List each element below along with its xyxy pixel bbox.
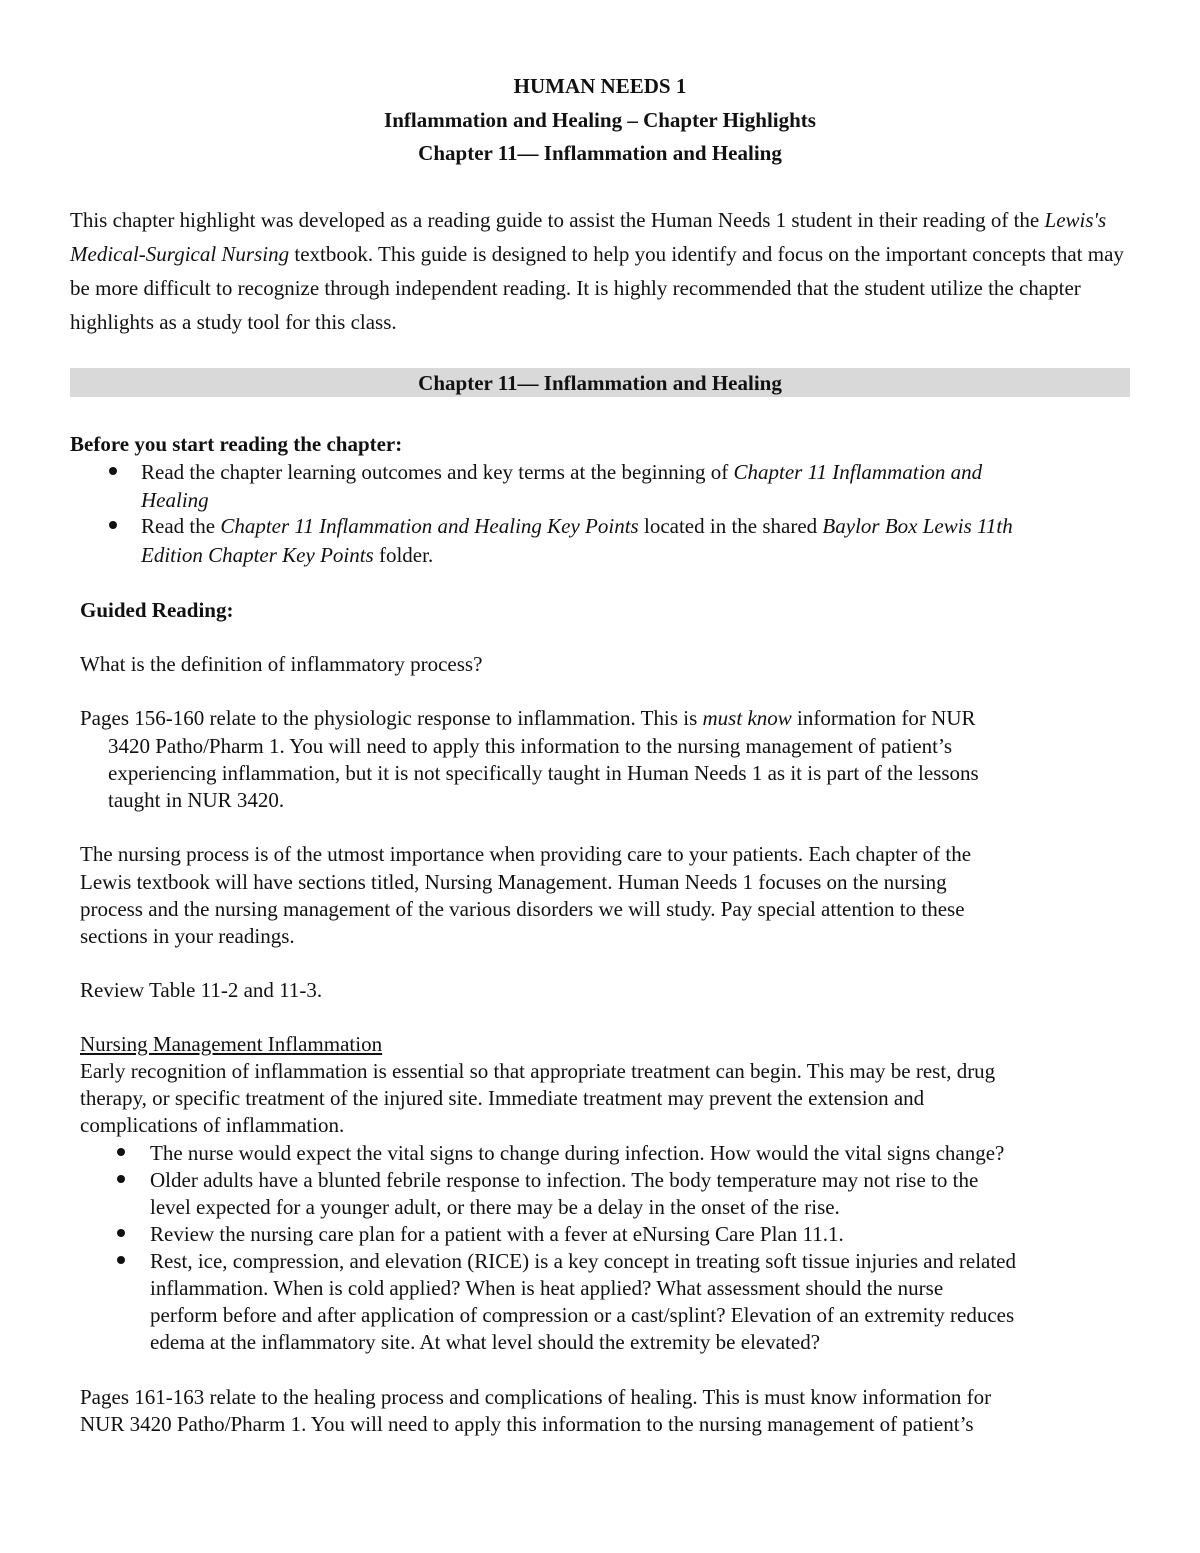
management-line-2: therapy, or specific treatment of the injured site. Immediate treatment may prevent the extension and	[80, 1086, 925, 1110]
before-reading-heading: Before you start reading the chapter:	[70, 432, 403, 456]
nursing-process-line-2: Lewis textbook will have sections titled, Nursing Management. Human Needs 1 focuses on the nursing	[80, 870, 947, 894]
bullet-icon	[109, 467, 117, 475]
bullet-icon	[117, 1229, 125, 1237]
bullet-icon	[109, 521, 117, 529]
definition-question: What is the definition of inflammatory process?	[80, 652, 483, 676]
bullet-icon	[117, 1148, 125, 1156]
nursing-process-line-1: The nursing process is of the utmost importance when providing care to your patients. Each chapter of the	[80, 842, 972, 866]
management-bullet-4-line-2: inflammation. When is cold applied? When is heat applied? What assessment should the nurse	[150, 1276, 944, 1300]
management-bullet-2-line-1: Older adults have a blunted febrile response to infection. The body temperature may not rise to the	[150, 1168, 979, 1192]
bullet-icon	[117, 1175, 125, 1183]
before-item-1-line-1: Read the chapter learning outcomes and key terms at the beginning of Chapter 11 Inflammation and	[141, 460, 983, 484]
review-tables: Review Table 11-2 and 11-3.	[80, 978, 323, 1002]
intro-paragraph: This chapter highlight was developed as a reading guide to assist the Human Needs 1 student in their reading of the Lewis's Medical-Surgical Nursing textbook. This guide is designed to help you identify and focus on the important concepts that may be more difficult to recognize through independent reading. It is highly recommended that the student utilize the chapter highlights as a study tool for this class.	[70, 208, 1124, 334]
section-header-bar: Chapter 11— Inflammation and Healing	[70, 368, 1130, 397]
management-line-1: Early recognition of inflammation is essential so that appropriate treatment can begin. This may be rest, drug	[80, 1059, 996, 1083]
pages-156-160-line-1: Pages 156-160 relate to the physiologic response to inflammation. This is must know information for NUR	[80, 706, 976, 730]
chapter-heading: Chapter 11— Inflammation and Healing	[418, 141, 782, 165]
management-bullet-4-line-4: edema at the inflammatory site. At what level should the extremity be elevated?	[150, 1330, 821, 1354]
pages-156-160-line-3: experiencing inflammation, but it is not specifically taught in Human Needs 1 as it is part of the lessons	[108, 761, 979, 785]
management-bullet-4-line-3: perform before and after application of compression or a cast/splint? Elevation of an extremity reduces	[150, 1303, 1015, 1327]
before-item-2-line-1: Read the Chapter 11 Inflammation and Healing Key Points located in the shared Baylor Box Lewis 11th	[141, 514, 1013, 538]
management-bullet-1: The nurse would expect the vital signs to change during infection. How would the vital signs change?	[150, 1141, 1005, 1165]
document-subtitle: Inflammation and Healing – Chapter Highlights	[384, 108, 816, 132]
management-bullet-3: Review the nursing care plan for a patient with a fever at eNursing Care Plan 11.1.	[150, 1222, 844, 1246]
pages-156-160-line-4: taught in NUR 3420.	[108, 788, 285, 812]
pages-161-163-line-2: NUR 3420 Patho/Pharm 1. You will need to apply this information to the nursing management of patient’s	[80, 1412, 974, 1436]
bullet-icon	[117, 1256, 125, 1264]
nursing-process-line-3: process and the nursing management of the various disorders we will study. Pay special attention to these	[80, 897, 965, 921]
pages-156-160-line-2: 3420 Patho/Pharm 1. You will need to apply this information to the nursing management of patient’s	[108, 734, 952, 758]
book-title: Lewis's Medical-Surgical Nursing	[70, 208, 1107, 266]
nursing-process-line-4: sections in your readings.	[80, 924, 295, 948]
nursing-management-heading: Nursing Management Inflammation	[80, 1032, 383, 1056]
management-bullet-2-line-2: level expected for a younger adult, or there may be a delay in the onset of the rise.	[150, 1195, 840, 1219]
document-title: HUMAN NEEDS 1	[513, 74, 687, 98]
before-item-1-line-2: Healing	[141, 488, 209, 512]
pages-161-163-line-1: Pages 161-163 relate to the healing process and complications of healing. This is must know information for	[80, 1385, 992, 1409]
management-bullet-4-line-1: Rest, ice, compression, and elevation (RICE) is a key concept in treating soft tissue injuries and related	[150, 1249, 1017, 1273]
guided-reading-heading: Guided Reading:	[80, 598, 234, 622]
before-item-2-line-2: Edition Chapter Key Points folder.	[141, 543, 434, 567]
management-line-3: complications of inflammation.	[80, 1113, 345, 1137]
